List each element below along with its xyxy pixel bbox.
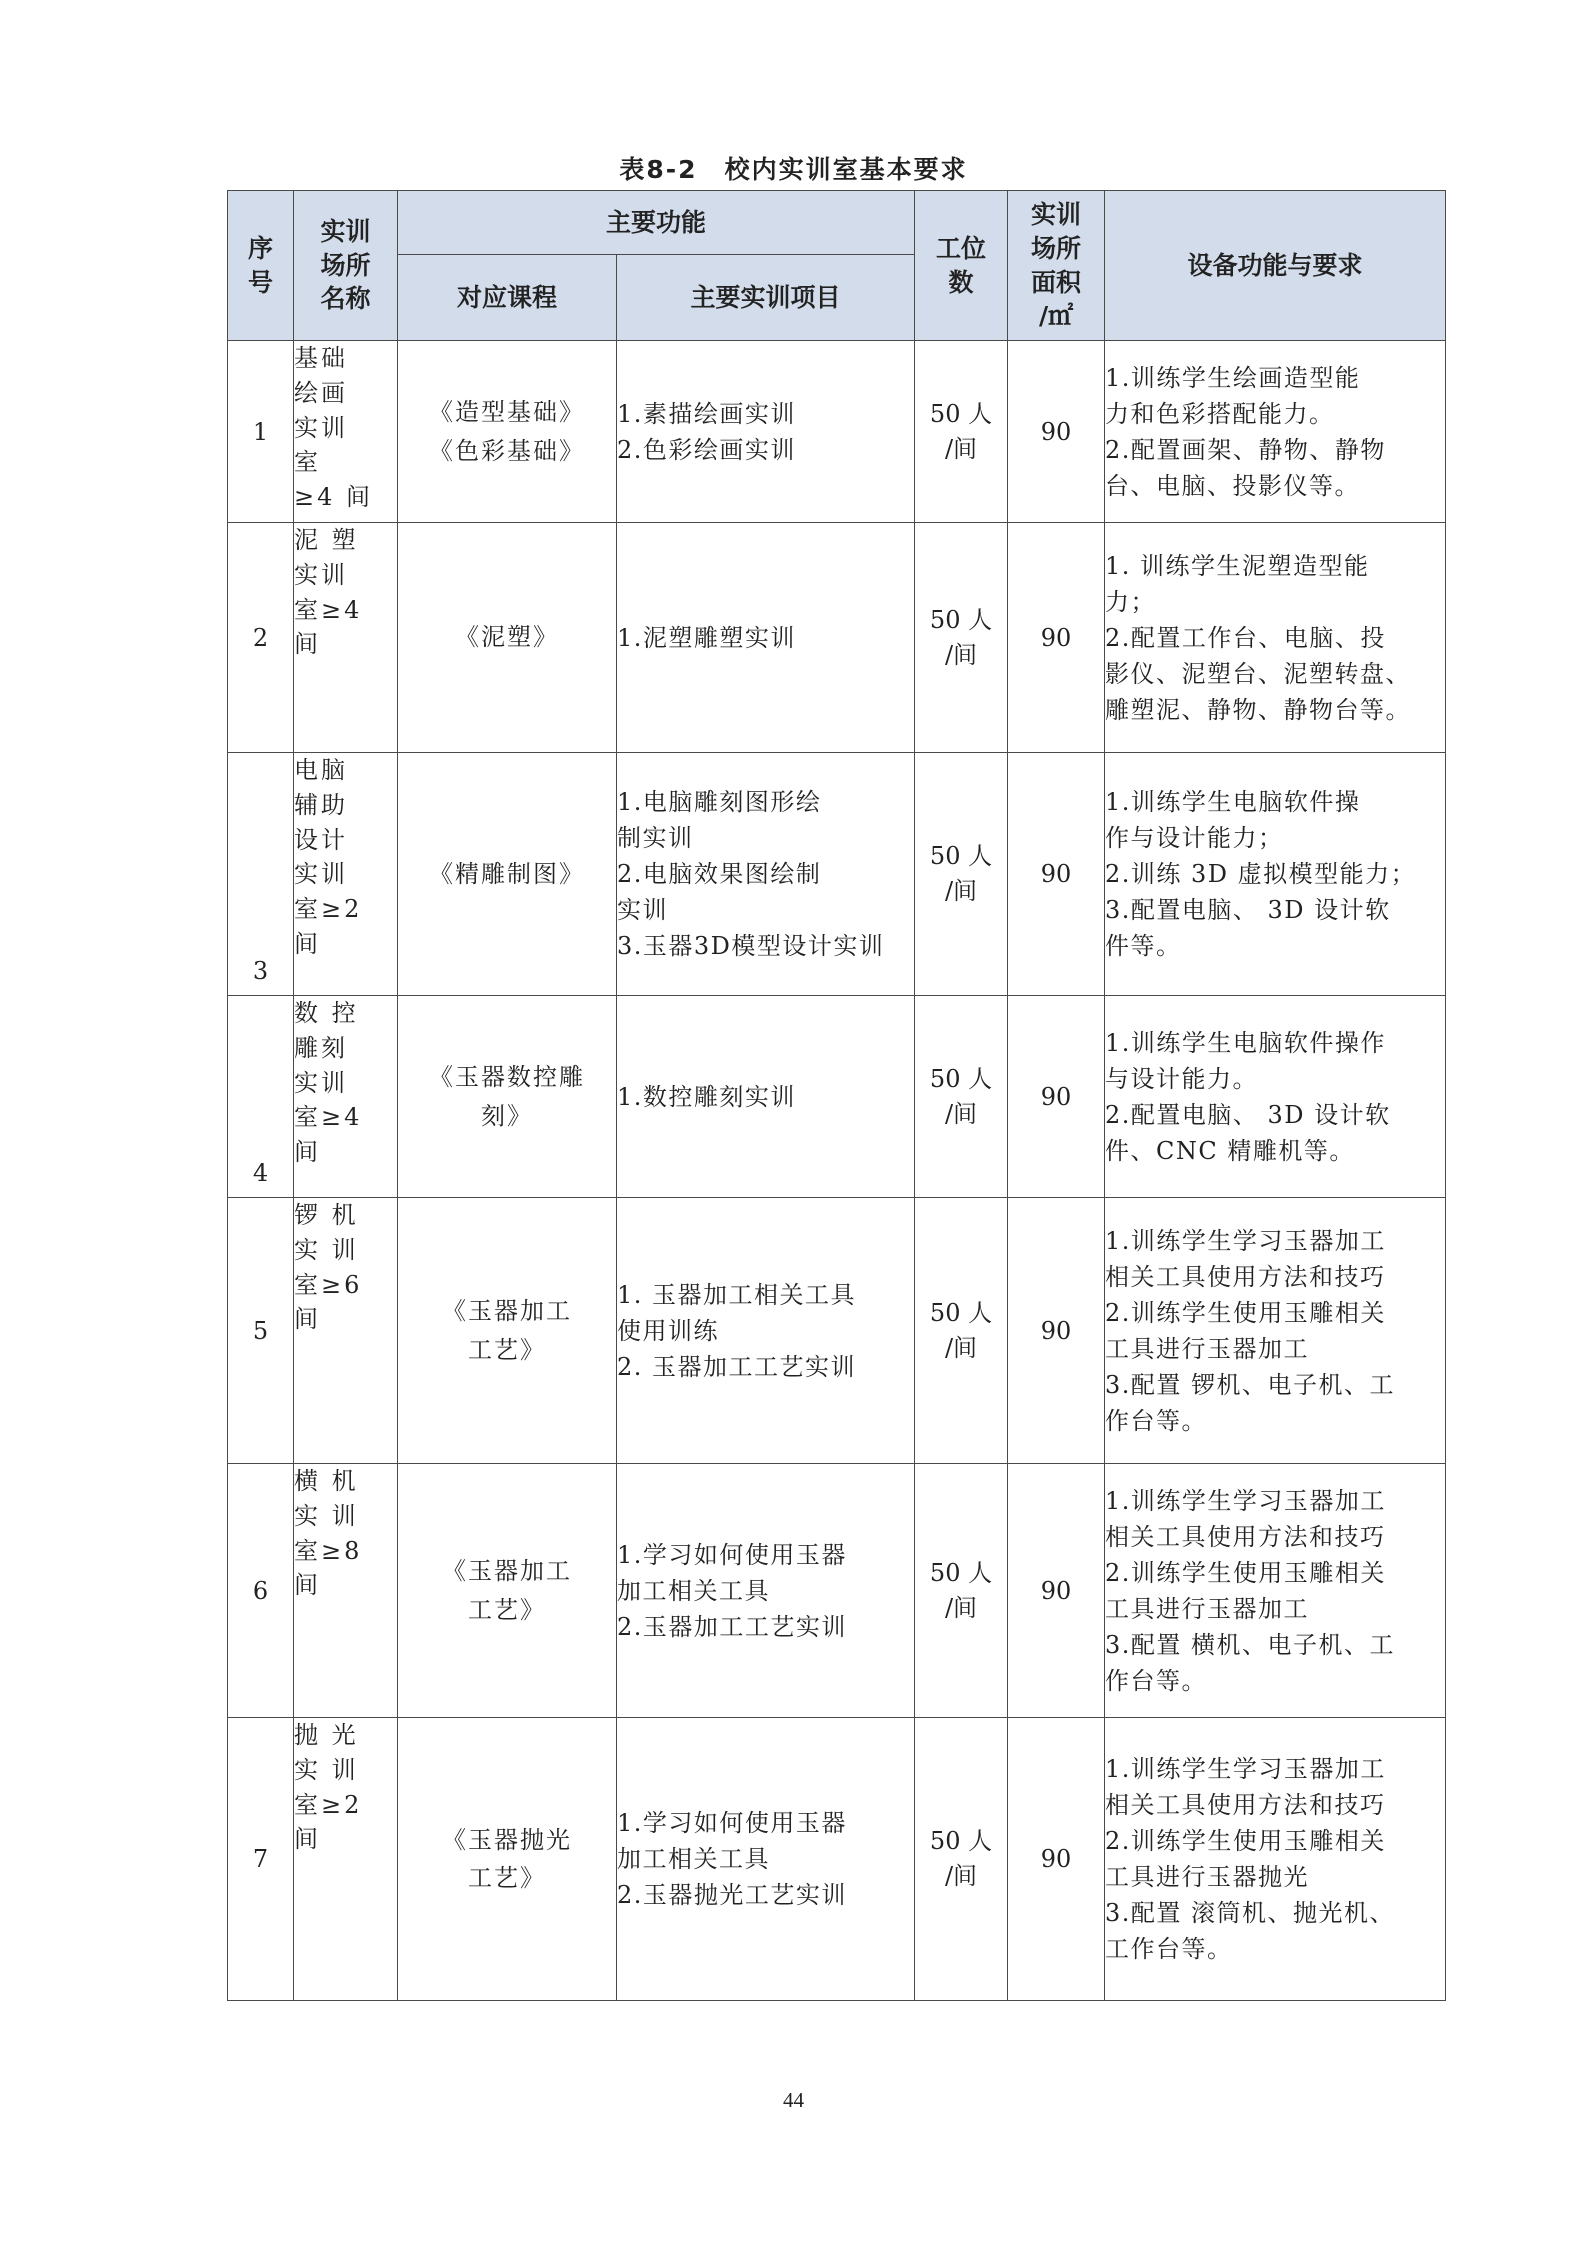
equipment-line: 件、CNC 精雕机等。	[1105, 1136, 1355, 1165]
equipment-line: 相关工具使用方法和技巧	[1105, 1791, 1386, 1819]
cell-area: 90	[1008, 753, 1105, 996]
equipment-line: 3.配置电脑、 3D 设计软	[1105, 896, 1391, 924]
seats-line: 50 人	[929, 399, 993, 428]
cell-seats	[915, 341, 1008, 523]
room-line: 数 控	[294, 999, 359, 1027]
course-line: 工艺》	[468, 1595, 546, 1624]
cell-seq: 1	[228, 341, 294, 523]
seats-line: 50 人	[929, 1064, 993, 1093]
seats-line: /间	[944, 877, 978, 905]
equipment-line: 工具进行玉器抛光	[1105, 1863, 1310, 1891]
cell-project	[617, 996, 915, 1198]
room-line: 室≥4	[294, 1103, 363, 1132]
cell-area: 90	[1008, 1198, 1105, 1464]
equipment-line: 力；	[1105, 587, 1157, 616]
cell-project	[617, 341, 915, 523]
header-area: 实训 场所 面积 /㎡	[1008, 191, 1105, 341]
room-line: 电脑	[294, 756, 348, 784]
course-line: 《泥塑》	[455, 623, 559, 652]
project-line: 1.素描绘画实训	[617, 399, 796, 428]
seats-line: 50 人	[929, 1298, 993, 1327]
cell-area: 90	[1008, 523, 1105, 753]
project-line: 1.数控雕刻实训	[617, 1082, 796, 1111]
room-line: 横 机	[294, 1467, 359, 1495]
cell-course	[398, 996, 617, 1198]
cell-project	[617, 753, 915, 996]
room-line: 绘画	[294, 378, 348, 407]
cell-course	[398, 523, 617, 753]
room-line: 抛 光	[294, 1721, 359, 1749]
equipment-line: 作台等。	[1105, 1406, 1208, 1435]
equipment-line: 1.训练学生学习玉器加工	[1105, 1486, 1386, 1515]
table-row	[228, 1718, 1446, 2001]
project-line: 使用训练	[617, 1316, 719, 1345]
seats-line: 50 人	[929, 1827, 993, 1856]
cell-area: 90	[1008, 996, 1105, 1198]
cell-equipment	[1105, 753, 1446, 996]
equipment-line: 作与设计能力；	[1105, 824, 1284, 852]
equipment-line: 3.配置 滚筒机、抛光机、	[1105, 1899, 1396, 1927]
table-row	[228, 1198, 1446, 1464]
equipment-line: 3.配置 锣机、电子机、工	[1105, 1370, 1396, 1399]
cell-seats	[915, 1718, 1008, 2001]
room-line: 实 训	[294, 1501, 359, 1530]
equipment-line: 相关工具使用方法和技巧	[1105, 1522, 1386, 1551]
room-line: 实训	[294, 560, 348, 589]
cell-project	[617, 1198, 915, 1464]
header-seq: 序 号	[228, 191, 294, 341]
equipment-line: 雕塑泥、静物、静物台等。	[1105, 695, 1412, 724]
project-line: 加工相关工具	[617, 1845, 770, 1873]
project-line: 1. 玉器加工相关工具	[617, 1280, 857, 1309]
room-line: 设计	[294, 825, 348, 854]
course-line: 《精雕制图》	[429, 859, 585, 888]
cell-project	[617, 1464, 915, 1718]
seats-line: 50 人	[929, 605, 993, 634]
room-line: 实训	[294, 1068, 348, 1097]
room-line: 实训	[294, 860, 348, 889]
header-equipment: 设备功能与要求	[1105, 191, 1446, 341]
equipment-line: 件等。	[1105, 932, 1182, 960]
equipment-line: 1. 训练学生泥塑造型能	[1105, 551, 1370, 580]
equipment-line: 2.配置电脑、 3D 设计软	[1105, 1100, 1391, 1129]
table-body	[228, 341, 1446, 2001]
project-line: 3.玉器3D模型设计实训	[617, 932, 885, 960]
project-line: 2.色彩绘画实训	[617, 435, 796, 464]
cell-project	[617, 523, 915, 753]
course-line: 《玉器数控雕	[429, 1063, 585, 1092]
table-caption: 表8-2 校内实训室基本要求	[619, 155, 968, 184]
page-number: 44	[783, 2088, 804, 2112]
room-line: 室≥2	[294, 895, 363, 924]
cell-equipment	[1105, 1718, 1446, 2001]
table-row	[228, 341, 1446, 523]
cell-course	[398, 753, 617, 996]
course-line: 《玉器加工	[442, 1297, 572, 1326]
project-line: 2.电脑效果图绘制	[617, 860, 822, 888]
cell-room	[294, 1464, 398, 1718]
room-line: 雕刻	[294, 1033, 348, 1062]
room-line: 室	[294, 448, 321, 477]
cell-seq: 6	[228, 1464, 294, 1718]
cell-room	[294, 1718, 398, 2001]
project-line: 1.泥塑雕塑实训	[617, 623, 796, 652]
equipment-line: 作台等。	[1105, 1666, 1208, 1695]
equipment-line: 影仪、泥塑台、泥塑转盘、	[1105, 659, 1412, 688]
table-row	[228, 523, 1446, 753]
cell-room	[294, 1198, 398, 1464]
cell-course	[398, 1198, 617, 1464]
equipment-line: 相关工具使用方法和技巧	[1105, 1262, 1386, 1291]
cell-room	[294, 523, 398, 753]
room-line: 泥 塑	[294, 526, 359, 554]
header-course: 对应课程	[398, 255, 617, 341]
seats-line: /间	[944, 640, 978, 669]
cell-area: 90	[1008, 341, 1105, 523]
header-main-function: 主要功能	[398, 191, 915, 255]
project-line: 2. 玉器加工工艺实训	[617, 1352, 857, 1381]
equipment-line: 2.训练 3D 虚拟模型能力；	[1105, 860, 1417, 888]
table-row	[228, 996, 1446, 1198]
equipment-line: 与设计能力。	[1105, 1064, 1259, 1093]
seats-line: /间	[944, 1333, 978, 1362]
course-line: 《造型基础》	[429, 398, 585, 427]
room-line: ≥4 间	[294, 483, 374, 512]
project-line: 加工相关工具	[617, 1576, 770, 1605]
equipment-line: 2.配置画架、静物、静物	[1105, 435, 1386, 464]
project-line: 2.玉器抛光工艺实训	[617, 1881, 847, 1909]
equipment-line: 1.训练学生学习玉器加工	[1105, 1755, 1386, 1783]
course-line: 工艺》	[468, 1335, 546, 1364]
cell-room	[294, 996, 398, 1198]
cell-course	[398, 1718, 617, 2001]
cell-seats	[915, 523, 1008, 753]
cell-room	[294, 753, 398, 996]
cell-room	[294, 341, 398, 523]
cell-seats	[915, 1198, 1008, 1464]
equipment-line: 力和色彩搭配能力。	[1105, 399, 1335, 428]
room-line: 实 训	[294, 1235, 359, 1264]
cell-course	[398, 1464, 617, 1718]
equipment-line: 1.训练学生学习玉器加工	[1105, 1226, 1386, 1255]
equipment-line: 台、电脑、投影仪等。	[1105, 471, 1361, 500]
cell-seq: 4	[228, 996, 294, 1198]
training-room-table	[227, 190, 1446, 2001]
seats-line: 50 人	[929, 1558, 993, 1587]
cell-equipment	[1105, 1198, 1446, 1464]
project-line: 1.电脑雕刻图形绘	[617, 788, 822, 816]
course-line: 《玉器抛光	[442, 1825, 572, 1854]
room-line: 间	[294, 1305, 321, 1334]
project-line: 1.学习如何使用玉器	[617, 1540, 847, 1569]
course-line: 工艺》	[468, 1864, 546, 1892]
cell-equipment	[1105, 1464, 1446, 1718]
cell-seats	[915, 753, 1008, 996]
equipment-line: 2.训练学生使用玉雕相关	[1105, 1298, 1386, 1327]
equipment-line: 2.配置工作台、电脑、投	[1105, 623, 1386, 652]
cell-seats	[915, 996, 1008, 1198]
room-line: 间	[294, 1825, 321, 1854]
seats-line: /间	[944, 1593, 978, 1622]
seats-line: 50 人	[929, 842, 993, 871]
cell-equipment	[1105, 996, 1446, 1198]
room-line: 辅助	[294, 790, 348, 819]
seats-line: /间	[944, 1862, 978, 1890]
equipment-line: 1.训练学生电脑软件操	[1105, 788, 1361, 816]
cell-equipment	[1105, 341, 1446, 523]
room-line: 间	[294, 929, 321, 958]
room-line: 基础	[294, 344, 348, 372]
cell-seq: 2	[228, 523, 294, 753]
header-seats: 工位 数	[915, 191, 1008, 341]
equipment-line: 1.训练学生电脑软件操作	[1105, 1028, 1386, 1057]
equipment-line: 工具进行玉器加工	[1105, 1594, 1310, 1623]
cell-area: 90	[1008, 1464, 1105, 1718]
header-project: 主要实训项目	[617, 255, 915, 341]
seats-line: /间	[944, 434, 978, 463]
room-line: 室≥8	[294, 1536, 363, 1565]
course-line: 《色彩基础》	[429, 436, 585, 465]
cell-seq: 5	[228, 1198, 294, 1464]
room-line: 锣 机	[294, 1201, 359, 1229]
cell-equipment	[1105, 523, 1446, 753]
cell-area: 90	[1008, 1718, 1105, 2001]
cell-seq: 3	[228, 753, 294, 996]
course-line: 《玉器加工	[442, 1557, 572, 1586]
room-line: 实 训	[294, 1755, 359, 1784]
cell-project	[617, 1718, 915, 2001]
room-line: 间	[294, 630, 321, 659]
cell-seq: 7	[228, 1718, 294, 2001]
equipment-line: 工作台等。	[1105, 1935, 1233, 1963]
cell-seats	[915, 1464, 1008, 1718]
course-line: 刻》	[481, 1101, 533, 1130]
equipment-line: 3.配置 横机、电子机、工	[1105, 1630, 1396, 1659]
cell-course	[398, 341, 617, 523]
room-line: 室≥6	[294, 1270, 363, 1299]
project-line: 实训	[617, 896, 668, 924]
room-line: 室≥2	[294, 1790, 363, 1819]
room-line: 间	[294, 1571, 321, 1600]
equipment-line: 1.训练学生绘画造型能	[1105, 363, 1361, 392]
equipment-line: 2.训练学生使用玉雕相关	[1105, 1827, 1386, 1855]
project-line: 1.学习如何使用玉器	[617, 1809, 847, 1837]
room-line: 间	[294, 1138, 321, 1167]
equipment-line: 2.训练学生使用玉雕相关	[1105, 1558, 1386, 1587]
room-line: 室≥4	[294, 595, 363, 624]
header-room: 实训 场所 名称	[294, 191, 398, 341]
project-line: 2.玉器加工工艺实训	[617, 1612, 847, 1641]
table-row	[228, 1464, 1446, 1718]
equipment-line: 工具进行玉器加工	[1105, 1334, 1310, 1363]
project-line: 制实训	[617, 824, 694, 852]
table-header	[228, 191, 1446, 341]
table-row	[228, 753, 1446, 996]
seats-line: /间	[944, 1099, 978, 1128]
room-line: 实训	[294, 413, 348, 442]
